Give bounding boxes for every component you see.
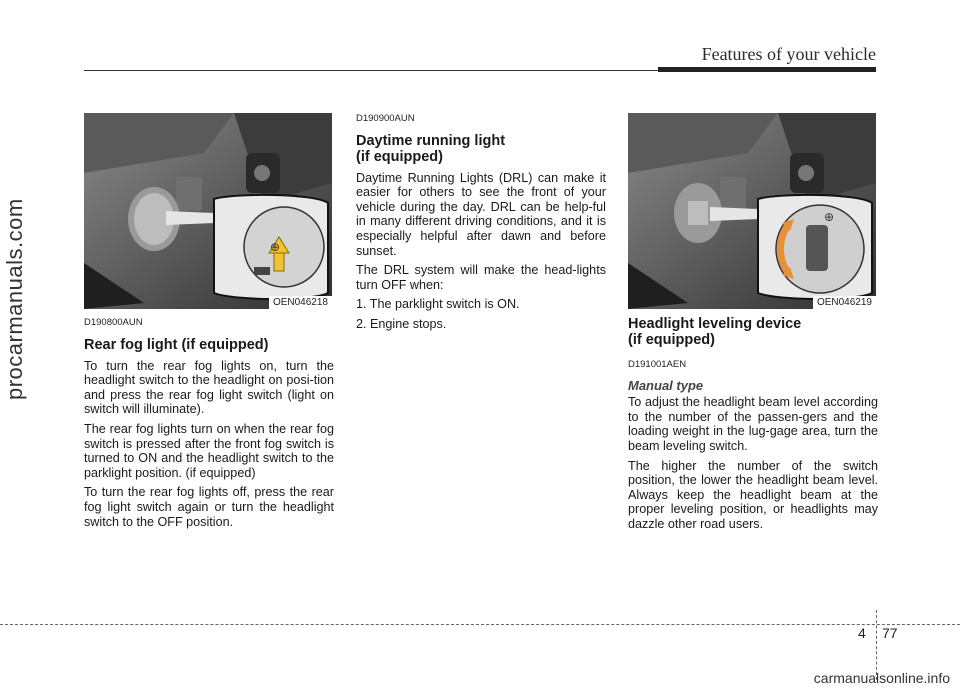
section-heading-qualifier: (if equipped)	[628, 332, 715, 348]
figure-label-right: OEN046219	[813, 296, 876, 309]
subheading: Manual type	[628, 377, 704, 393]
bottom-watermark: carmanualsonline.info	[813, 670, 950, 686]
paragraph: To turn the rear fog lights off, press the rear fog light switch again or turn the headlight switch to the OFF position.	[84, 485, 334, 529]
section-heading: Rear fog light (if equipped)	[84, 336, 269, 353]
paragraph: To adjust the headlight beam level according to the number of the passen-gers and the loading weight in the lug-gage area, turn the beam leveling switch.	[628, 395, 878, 453]
paragraph: Daytime Running Lights (DRL) can make it easier for others to see the front of your vehicle during the day. DRL can be help-ful in many different driving conditions, and it is especially helpful after dawn and before sunset.	[356, 170, 606, 258]
side-watermark: procarmanuals.com	[2, 198, 27, 400]
daytime-running-light-section	[356, 112, 606, 337]
section-title: Features of your vehicle	[701, 44, 876, 64]
section-code: D191001AEN	[628, 359, 687, 370]
section-heading: Headlight leveling device	[628, 316, 802, 332]
list-item: 1. The parklight switch is ON.	[356, 297, 520, 312]
chapter-number: 4	[858, 625, 866, 641]
footer-rule	[0, 624, 960, 625]
section-code: D190800AUN	[84, 317, 143, 328]
paragraph: To turn the rear fog lights on, turn the headlight switch to the headlight on posi-tion and press the rear fog light switch (light on switch will illuminate).	[84, 358, 334, 417]
headlight-leveling-section	[628, 316, 878, 537]
svg-text:⊕: ⊕	[824, 210, 835, 224]
rear-fog-switch-illustration	[84, 113, 332, 309]
leveling-switch-drawing	[628, 113, 876, 309]
paragraph: The higher the number of the switch position, the lower the headlight beam level. Always keep the headlight beam at the proper leveling position, or headlights may dazzle other road users.	[628, 458, 878, 531]
rear-fog-light-section	[84, 316, 334, 534]
rear-fog-switch-drawing	[84, 113, 332, 309]
page-number: 77	[882, 625, 898, 641]
paragraph: The rear fog lights turn on when the rear fog switch is pressed after the front fog switch is turned to ON and the headlight switch to the parklight position. (if equipped)	[84, 421, 334, 480]
header-rule-accent	[658, 67, 876, 72]
paragraph: The DRL system will make the head-lights turn OFF when:	[356, 263, 606, 292]
headlight-leveling-illustration	[628, 113, 876, 309]
figure-label-left: OEN046218	[269, 296, 332, 309]
section-heading: Daytime running light	[356, 132, 506, 149]
svg-text:⊕: ⊕	[270, 240, 281, 254]
list-item: 2. Engine stops.	[356, 316, 447, 331]
section-heading-qualifier: (if equipped)	[356, 148, 443, 165]
header-rule	[84, 70, 658, 71]
section-code: D190900AUN	[356, 113, 415, 124]
